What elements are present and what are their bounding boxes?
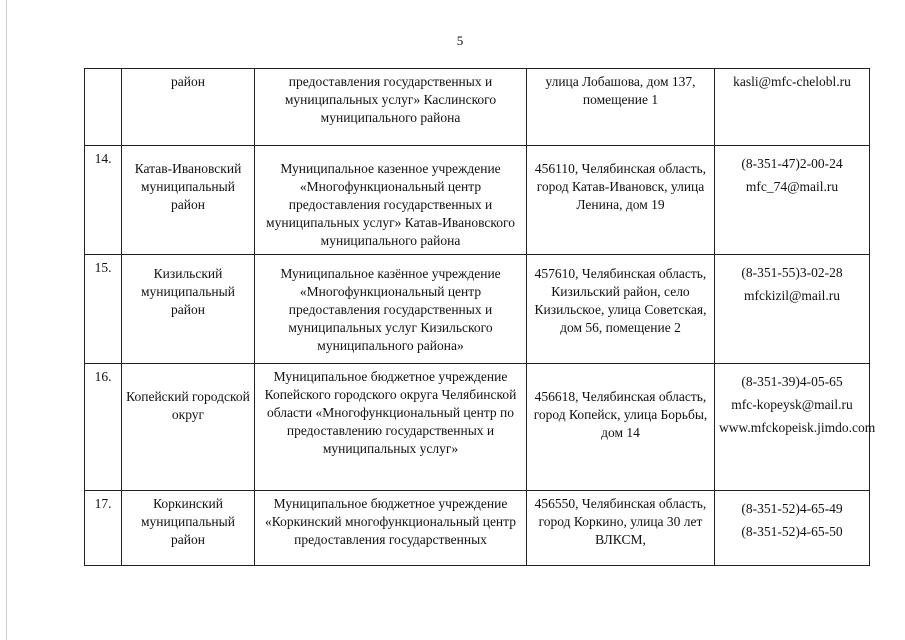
contacts xyxy=(715,491,870,566)
contacts xyxy=(715,255,870,364)
phone: (8-351-39)4-05-65 xyxy=(741,374,843,389)
row-number: 17. xyxy=(85,491,122,566)
row-number: 14. xyxy=(85,146,122,255)
organization-name: предоставления государственных и муниципальных услуг» Каслинского муниципального района xyxy=(255,69,527,146)
table-row xyxy=(85,364,870,491)
contacts xyxy=(715,69,870,146)
email: mfc-kopeysk@mail.ru xyxy=(731,397,853,412)
phone: (8-351-52)4-65-49 xyxy=(741,501,843,516)
district-name: Коркинский муниципальный район xyxy=(122,491,255,566)
organization-name: Муниципальное бюджетное учреждение «Коркинский многофункциональный центр предоставления государственных xyxy=(255,491,527,566)
phone: (8-351-52)4-65-50 xyxy=(741,524,843,539)
email: mfckizil@mail.ru xyxy=(743,288,841,303)
email: mfc_74@mail.ru xyxy=(745,179,839,194)
organization-name: Муниципальное казённое учреждение «Многофункциональный центр предоставления государственных и муниципальных услуг Кизильского муниципального района» xyxy=(255,255,527,364)
table-row xyxy=(85,255,870,364)
address: 456110, Челябинская область, город Катав-Ивановск, улица Ленина, дом 19 xyxy=(527,146,715,255)
page-number: 5 xyxy=(456,33,464,48)
row-number xyxy=(85,69,122,146)
contacts xyxy=(715,364,876,491)
table-row xyxy=(85,491,870,566)
district-name: Кизильский муниципальный район xyxy=(122,255,255,364)
table-row xyxy=(85,146,870,255)
email: kasli@mfc-chelobl.ru xyxy=(733,74,851,89)
row-number: 15. xyxy=(85,255,122,364)
phone: (8-351-47)2-00-24 xyxy=(741,156,843,171)
contacts xyxy=(715,146,870,255)
address: 456618, Челябинская область, город Копейск, улица Борьбы, дом 14 xyxy=(527,364,715,491)
page-edge-line xyxy=(6,0,7,640)
row-number: 16. xyxy=(85,364,122,491)
mfc-registry-table xyxy=(84,68,876,566)
address: 456550, Челябинская область, город Коркино, улица 30 лет ВЛКСМ, xyxy=(527,491,715,566)
website: www.mfckopeisk.jimdo.com xyxy=(719,420,876,435)
district-name: Катав-Ивановский муниципальный район xyxy=(122,146,255,255)
district-name: Копейский городской округ xyxy=(122,364,255,491)
address: улица Лобашова, дом 137, помещение 1 xyxy=(527,69,715,146)
phone: (8-351-55)3-02-28 xyxy=(741,265,843,280)
organization-name: Муниципальное бюджетное учреждение Копейского городского округа Челябинской области «Многофункциональный центр по предоставлению государственных и муниципальных услуг» xyxy=(255,364,527,491)
district-name: район xyxy=(122,69,255,146)
address: 457610, Челябинская область, Кизильский район, село Кизильское, улица Советская, дом 56, помещение 2 xyxy=(527,255,715,364)
organization-name: Муниципальное казенное учреждение «Многофункциональный центр предоставления государственных и муниципальных услуг» Катав-Ивановского муниципального района xyxy=(255,146,527,255)
table-row xyxy=(85,69,870,146)
